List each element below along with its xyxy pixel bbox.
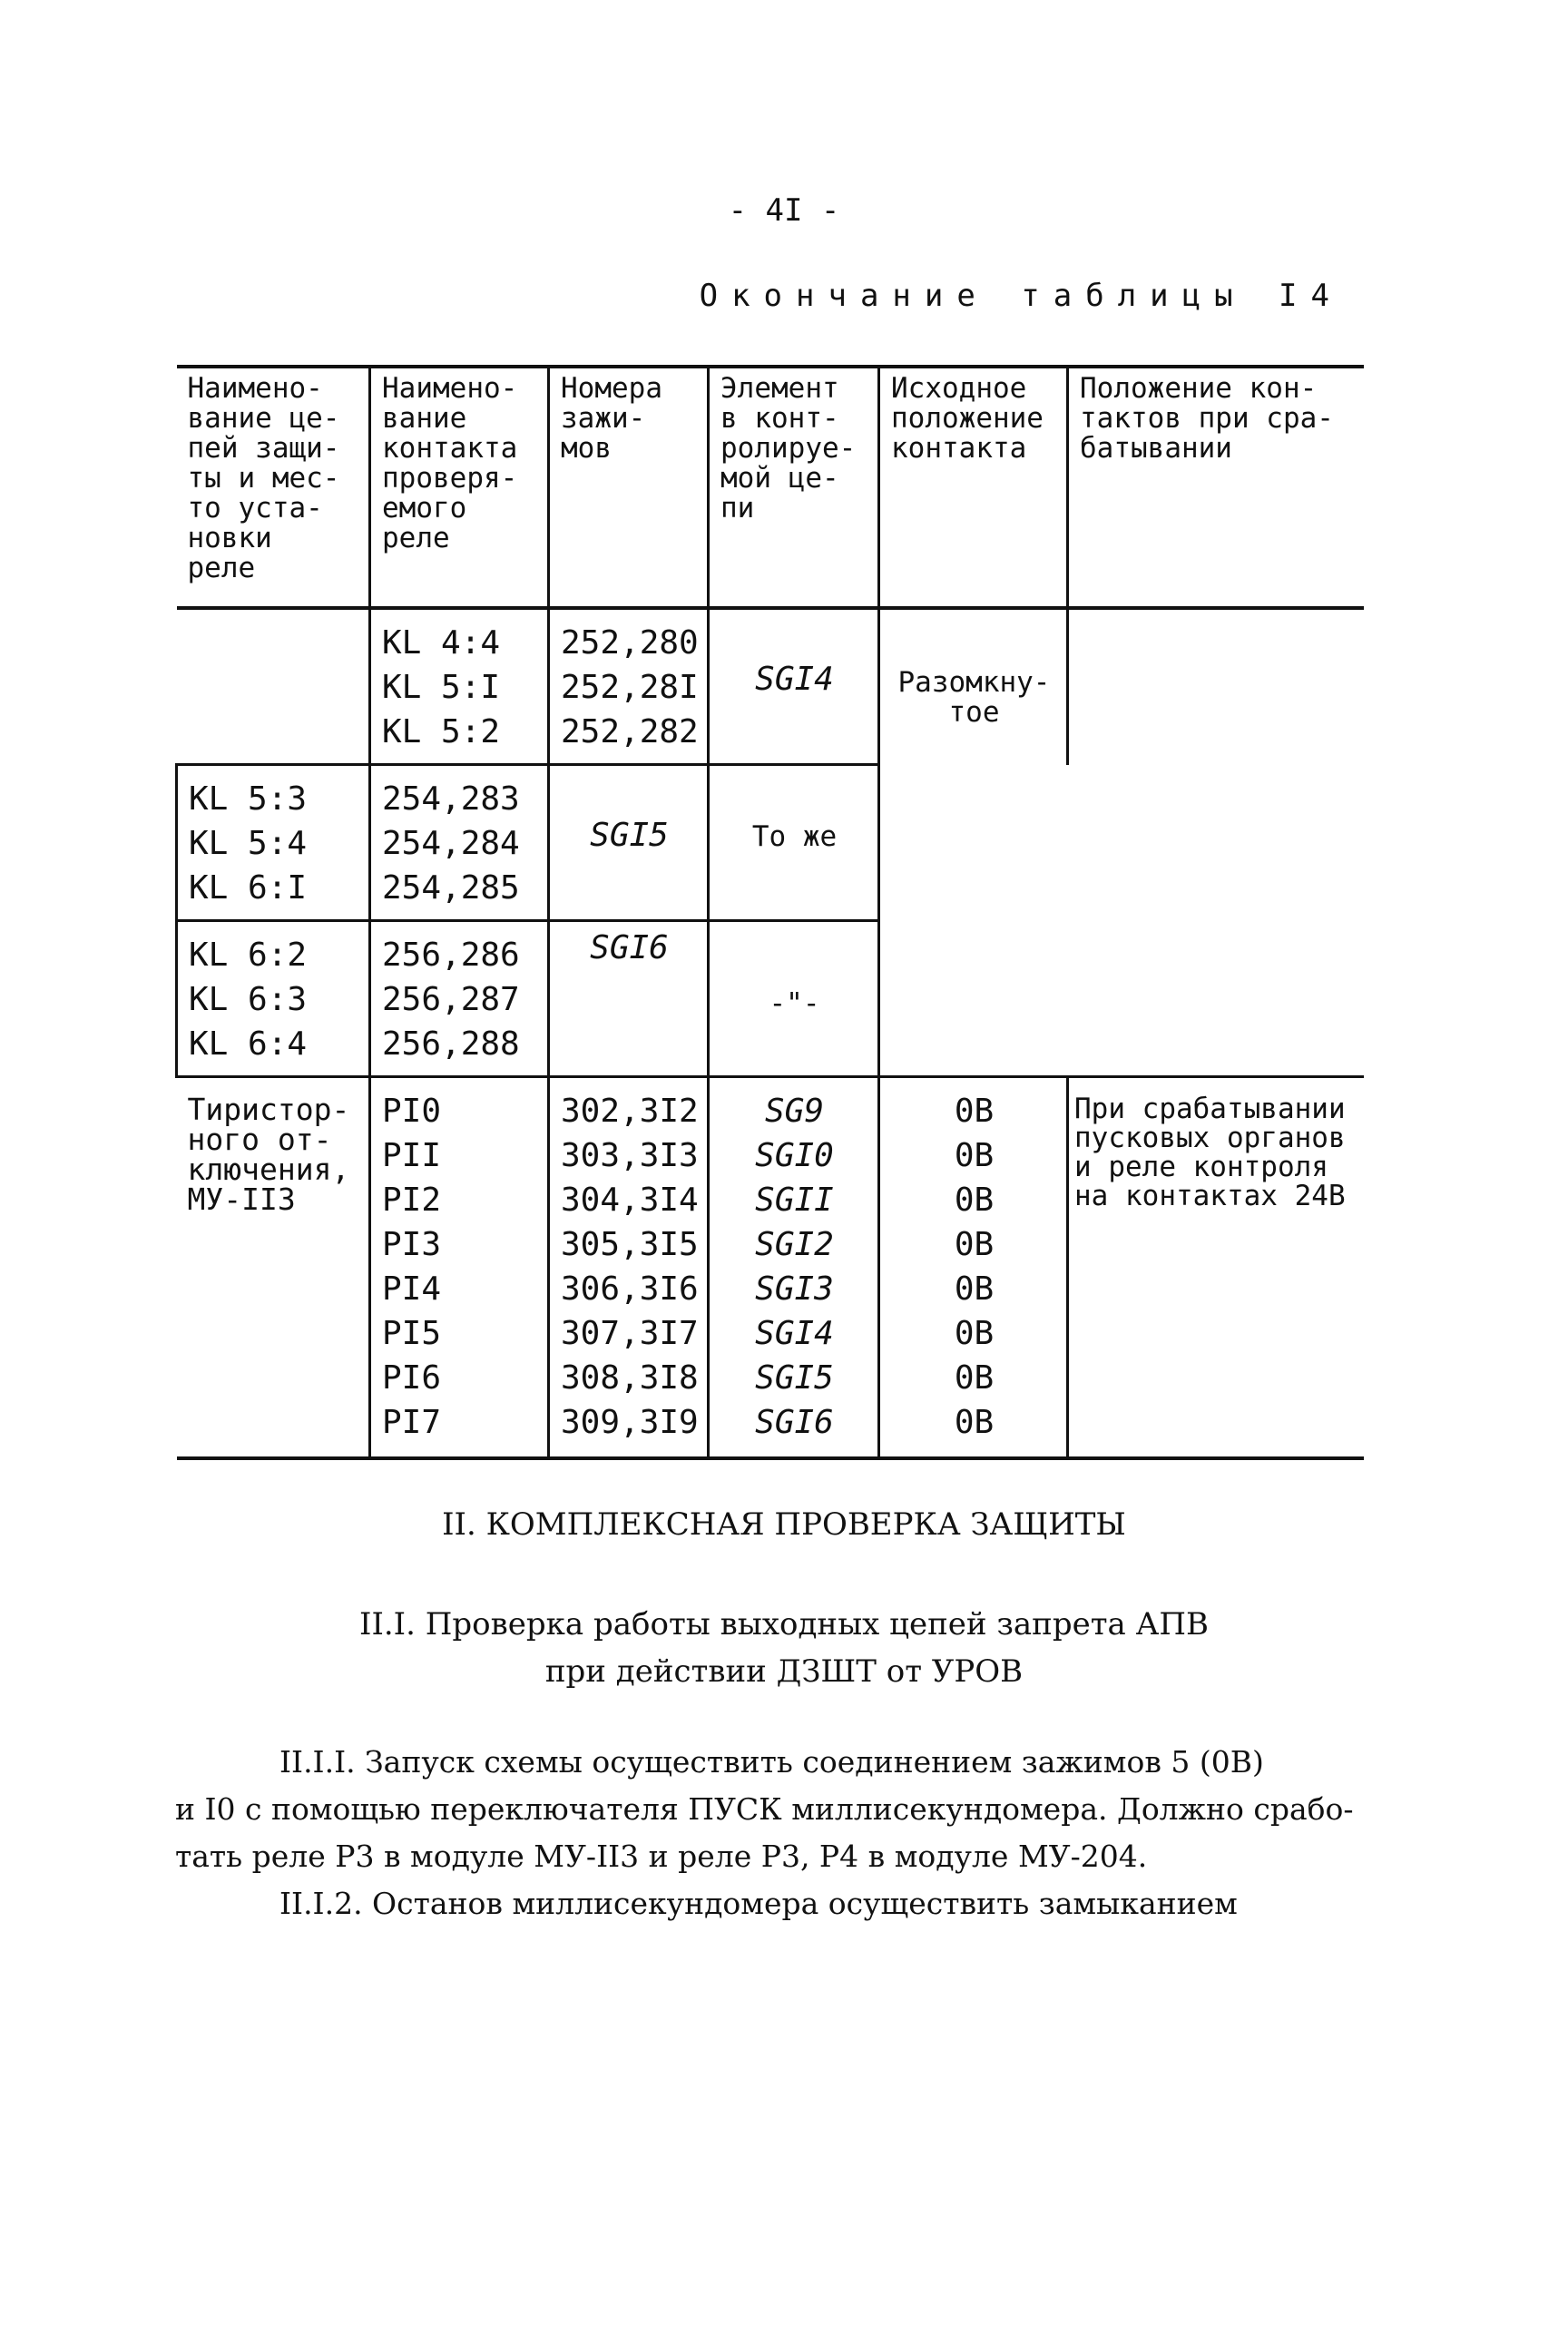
table-header-row bbox=[177, 367, 1364, 608]
element-cell: SGI4 bbox=[709, 608, 879, 765]
table-row bbox=[177, 608, 1364, 765]
subsection-title-line1: II.I. Проверка работы выходных цепей запрета АПВ bbox=[359, 1606, 1209, 1643]
table-group-1 bbox=[177, 608, 1364, 765]
state-cell: -"- bbox=[709, 921, 879, 1077]
table-group-2 bbox=[177, 765, 1364, 921]
terminals-cell: 252,280 252,28I 252,282 bbox=[549, 608, 709, 765]
header-terminals: Номера зажи- мов bbox=[549, 367, 709, 608]
table-row bbox=[177, 1077, 1364, 1459]
element-cell: SGI5 bbox=[549, 765, 709, 921]
table-row bbox=[177, 765, 1364, 921]
terminals-cell: 254,283 254,284 254,285 bbox=[370, 765, 549, 921]
paragraph-2-line-1: II.I.2. Останов миллисекундомера осуществить замыканием bbox=[279, 1886, 1238, 1921]
state-cell: Разомкну- тое bbox=[879, 608, 1068, 765]
terminals-cell: 302,3I2 303,3I3 304,3I4 305,3I5 306,3I6 307,3I7 308,3I8 309,3I9 bbox=[549, 1077, 709, 1459]
paragraph-1-line-2: и I0 с помощью переключателя ПУСК миллисекундомера. Должно срабо- bbox=[175, 1791, 1354, 1827]
state-cell: То же bbox=[709, 765, 879, 921]
paragraph-1-line-3: тать реле Р3 в модуле МУ-II3 и реле Р3, Р4 в модуле МУ-204. bbox=[175, 1839, 1148, 1874]
operated-note-cell: При срабатывании пусковых органов и реле контроля на контактах 24В bbox=[1068, 1077, 1364, 1459]
elements-cell: SG9 SGI0 SGII SGI2 SGI3 SGI4 SGI5 SGI6 bbox=[709, 1077, 879, 1459]
contacts-cell: PI0 PII PI2 PI3 PI4 PI5 PI6 PI7 bbox=[370, 1077, 549, 1459]
header-element: Элемент в конт- ролируе- мой це- пи bbox=[709, 367, 879, 608]
circuit-cell: Тиристор- ного от- ключения, МУ-II3 bbox=[177, 1077, 370, 1459]
table-group-3 bbox=[177, 921, 1364, 1077]
subsection-title-line2: при действии ДЗШТ от УРОВ bbox=[544, 1653, 1024, 1690]
table-row bbox=[177, 921, 1364, 1077]
element-cell: SGI6 bbox=[549, 921, 709, 1077]
contacts-cell: KL 4:4 KL 5:I KL 5:2 bbox=[370, 608, 549, 765]
paragraph-1 bbox=[175, 1739, 1364, 1927]
contacts-cell: KL 5:3 KL 5:4 KL 6:I bbox=[177, 765, 370, 921]
circuit-cell-empty bbox=[177, 608, 370, 765]
states-cell: 0В 0В 0В 0В 0В 0В 0В 0В bbox=[879, 1077, 1068, 1459]
section-title: II. КОМПЛЕКСНАЯ ПРОВЕРКА ЗАЩИТЫ bbox=[442, 1506, 1126, 1543]
paragraph-1-line-1: II.I.I. Запуск схемы осуществить соединением зажимов 5 (0В) bbox=[279, 1744, 1264, 1780]
relay-contacts-table bbox=[175, 365, 1364, 1460]
table-caption: Окончание таблицы I4 bbox=[699, 278, 1343, 314]
header-operated-state: Положение кон- тактов при сра- батывании bbox=[1068, 367, 1364, 608]
operated-cell-empty bbox=[1068, 608, 1364, 765]
table-section-thyristor bbox=[177, 1077, 1364, 1459]
header-initial-state: Исходное положение контакта bbox=[879, 367, 1068, 608]
header-circuit: Наимено- вание це- пей защи- ты и мес- то уста- новки реле bbox=[177, 367, 370, 608]
contacts-cell: KL 6:2 KL 6:3 KL 6:4 bbox=[177, 921, 370, 1077]
page-number: - 4I - bbox=[728, 192, 840, 229]
header-contact: Наимено- вание контакта проверя- емого реле bbox=[370, 367, 549, 608]
terminals-cell: 256,286 256,287 256,288 bbox=[370, 921, 549, 1077]
